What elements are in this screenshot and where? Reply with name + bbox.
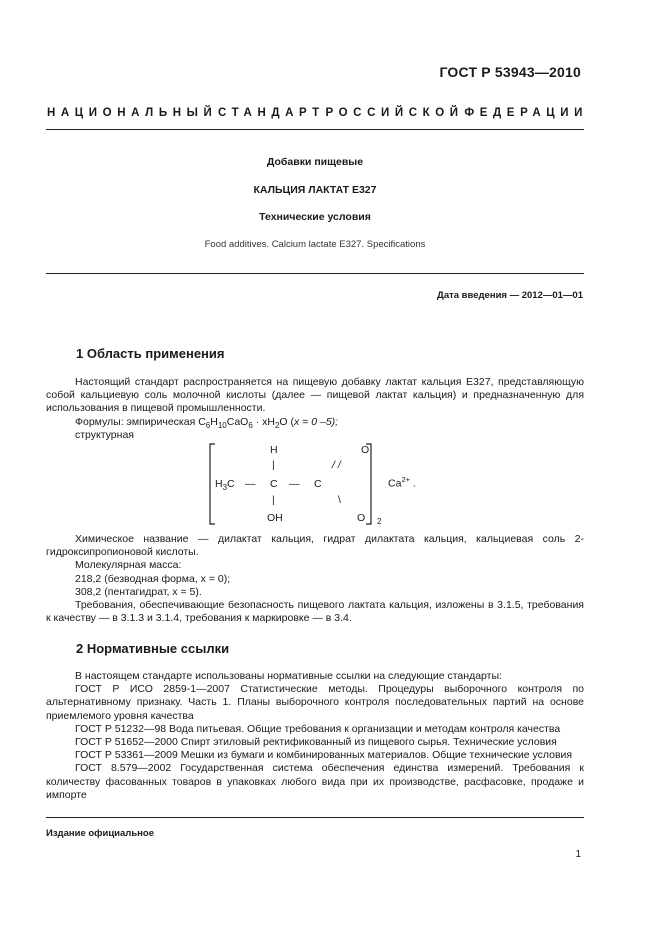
bond-2: — — [289, 478, 300, 490]
reference-item: ГОСТ 8.579—2002 Государственная система обеспечения единства измерений. Требования к количеству фасованных товаров в упаковках любого вида при их производстве, расфасовке, продаже и импорте — [46, 762, 584, 801]
section1-details — [46, 533, 584, 625]
banner-word-1: НАЦИОНАЛЬНЫЙ — [47, 107, 218, 119]
standard-number: ГОСТ Р 53943—2010 — [439, 64, 581, 80]
reference-item: ГОСТ Р 51652—2000 Спирт этиловый ректификованный из пищевого сырья. Технические условия — [75, 736, 557, 749]
bond-vertical-bottom: | — [272, 494, 275, 506]
bond-1: — — [245, 478, 256, 490]
introduction-date: Дата введения — 2012—01—01 — [437, 290, 583, 301]
bond-double: / / — [332, 459, 341, 471]
reference-item: ГОСТ Р ИСО 2859-1—2007 Статистические методы. Процедуры выборочного контроля по альтернативному признаку. Часть 1. Планы выборочного контроля последовательных партий на основе приемлемого уровня качества — [46, 683, 584, 722]
bond-single-o: \ — [338, 494, 341, 506]
section1-intro — [46, 376, 584, 416]
atom-c-right: C — [314, 478, 322, 490]
title-rule — [46, 273, 584, 274]
title-name: КАЛЬЦИЯ ЛАКТАТ Е327 — [253, 184, 377, 196]
atom-o-bottom: O — [357, 512, 366, 524]
atom-o-top: O — [361, 444, 370, 456]
banner-word-2: СТАНДАРТ — [218, 107, 325, 119]
bracket-subscript: 2 — [377, 517, 382, 526]
official-edition-label: Издание официальное — [46, 828, 154, 839]
molecular-mass-label: Молекулярная масса: — [75, 559, 182, 572]
bond-vertical-top: | — [272, 459, 275, 471]
title-category: Добавки пищевые — [266, 156, 364, 168]
page-number: 1 — [575, 849, 581, 860]
title-english: Food additives. Calcium lactate E327. Specifications — [204, 239, 426, 250]
section2-heading: 2 Нормативные ссылки — [76, 641, 230, 656]
footer-rule — [46, 817, 584, 818]
national-standard-banner — [47, 107, 588, 119]
empirical-formula: Формулы: эмпирическая $C_6H_{10}CaO_6 \cdot xH_2O$ (x = 0 –5); — [75, 416, 339, 431]
header-rule — [46, 129, 584, 130]
group-oh: OH — [267, 512, 283, 524]
requirements-text: Требования, обеспечивающие безопасность пищевого лактата кальция, изложены в 3.1.5, требования к качеству — в 3.1.3 и 3.1.4, требования к маркировке — в 3.4. — [46, 599, 584, 625]
section2-body — [46, 670, 584, 802]
references-intro: В настоящем стандарте использованы нормативные ссылки на следующие стандарты: — [75, 670, 502, 682]
atom-h-top: H — [270, 444, 278, 456]
atom-c-mid: C — [270, 478, 278, 490]
molecular-mass-pentahydrate: 308,2 (пентагидрат, x = 5). — [75, 585, 202, 598]
reference-item: ГОСТ Р 51232—98 Вода питьевая. Общие требования к организации и методам контроля качества — [75, 722, 561, 735]
group-h3c: $H_3C$ — [215, 478, 235, 493]
structural-label: структурная — [75, 429, 134, 441]
reference-item: ГОСТ Р 53361—2009 Мешки из бумаги и комбинированных материалов. Общие технические условия — [75, 749, 573, 762]
section1-paragraph: Настоящий стандарт распространяется на пищевую добавку лактат кальция Е327, представляющую собой кальциевую соль молочной кислоты (далее — пищевой лактат кальция) и предназначенную для использования в пищевой промышленности. — [46, 376, 584, 415]
calcium-ion: $Ca^{2+}$ . — [388, 475, 416, 490]
section1-heading: 1 Область применения — [76, 346, 225, 361]
chemical-name: Химическое название — дилактат кальция, гидрат дилактата кальция, кальциевая соль 2-гидроксипропионовой кислоты. — [46, 533, 584, 559]
molecular-mass-anhydrous: 218,2 (безводная форма, x = 0); — [75, 572, 231, 585]
banner-word-4: ФЕДЕРАЦИИ — [464, 107, 588, 119]
banner-word-3: РОССИЙСКОЙ — [325, 107, 464, 119]
title-subtitle: Технические условия — [259, 211, 371, 223]
